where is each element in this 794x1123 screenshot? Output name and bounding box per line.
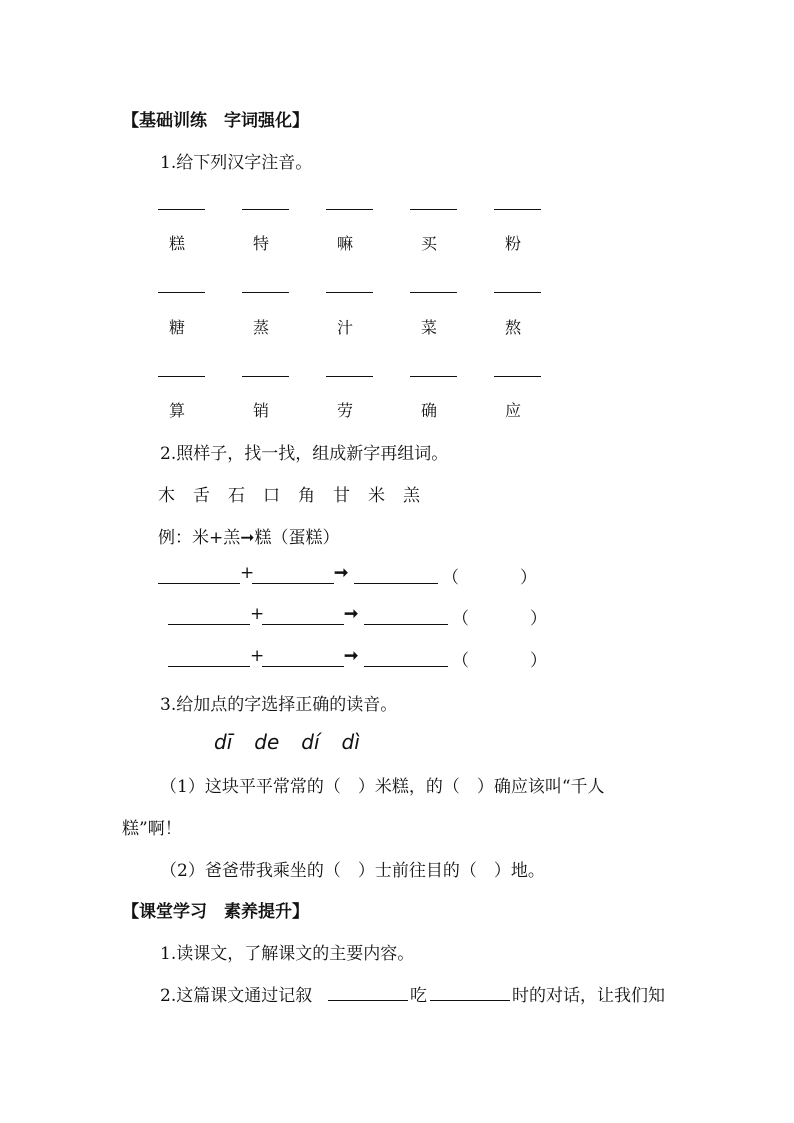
hanzi-char: 粉	[504, 234, 521, 253]
answer-line[interactable]	[168, 666, 250, 667]
example-line: 例：米+羔➞糕（蛋糕）	[158, 528, 340, 548]
answer-line[interactable]	[326, 209, 373, 210]
answer-line[interactable]	[326, 292, 373, 293]
answer-line[interactable]	[262, 666, 344, 667]
hanzi-char: 菜	[420, 318, 437, 337]
answer-line[interactable]	[494, 292, 541, 293]
answer-line[interactable]	[410, 209, 457, 210]
answer-line[interactable]	[158, 209, 205, 210]
answer-line[interactable]	[410, 292, 457, 293]
part-char: 舌	[193, 486, 210, 506]
question-2-prompt: 2.照样子，找一找，组成新字再组词。	[160, 444, 449, 464]
character-parts	[158, 481, 438, 506]
plus-sign: +	[250, 604, 265, 624]
part-char: 甘	[333, 486, 350, 506]
hanzi-char: 买	[420, 234, 437, 253]
answer-line[interactable]	[158, 376, 205, 377]
q2-text-part-1: 2.这篇课文通过记叙	[160, 986, 313, 1006]
answer-line[interactable]	[494, 209, 541, 210]
section-title-basic: 【基础训练 字词强化】	[122, 111, 309, 131]
question-1-prompt: 1.给下列汉字注音。	[160, 153, 313, 173]
pinyin-option: dí	[301, 730, 320, 754]
answer-line[interactable]	[494, 376, 541, 377]
pinyin-option: dì	[341, 730, 360, 754]
part-char: 角	[298, 486, 315, 506]
q3-item-1-line-1: （1）这块平平常常的（ ）米糕，的（ ）确应该叫“千人	[160, 777, 605, 797]
answer-line[interactable]	[326, 376, 373, 377]
part-char: 口	[263, 486, 280, 506]
question-3-prompt: 3.给加点的字选择正确的读音。	[160, 695, 398, 715]
part-char: 羔	[403, 486, 420, 506]
hanzi-char: 确	[420, 401, 437, 420]
paren-close: ）	[530, 609, 547, 629]
hanzi-char: 销	[252, 401, 269, 420]
answer-line[interactable]	[158, 583, 240, 584]
section2-question-1: 1.读课文，了解课文的主要内容。	[160, 944, 415, 964]
answer-line[interactable]	[168, 624, 250, 625]
plus-sign: +	[250, 646, 265, 666]
answer-line[interactable]	[354, 583, 438, 584]
paren-open: （	[452, 651, 469, 671]
hanzi-char: 算	[168, 401, 185, 420]
answer-line[interactable]	[262, 624, 344, 625]
hanzi-char: 嘛	[336, 234, 353, 253]
arrow-icon: ➞	[334, 563, 349, 583]
answer-line[interactable]	[328, 1000, 408, 1001]
pinyin-option: dī	[214, 730, 233, 754]
paren-close: ）	[530, 651, 547, 671]
answer-line[interactable]	[242, 376, 289, 377]
q2-text-part-2: 吃	[410, 986, 427, 1006]
answer-line[interactable]	[410, 376, 457, 377]
answer-line[interactable]	[242, 292, 289, 293]
answer-line[interactable]	[242, 209, 289, 210]
answer-line[interactable]	[364, 666, 448, 667]
q2-text-part-3: 时的对话，让我们知	[512, 986, 665, 1006]
paren-open: （	[452, 609, 469, 629]
answer-line[interactable]	[158, 292, 205, 293]
arrow-icon: ➞	[344, 604, 359, 624]
hanzi-char: 蒸	[252, 318, 269, 337]
q3-item-2: （2）爸爸带我乘坐的（ ）士前往目的（ ）地。	[160, 861, 545, 881]
arrow-icon: ➞	[344, 646, 359, 666]
part-char: 米	[368, 486, 385, 506]
paren-open: （	[442, 568, 459, 588]
hanzi-char: 糕	[168, 234, 185, 253]
answer-line[interactable]	[252, 583, 334, 584]
answer-line[interactable]	[430, 1000, 510, 1001]
hanzi-char: 糖	[168, 318, 185, 337]
pinyin-option: de	[254, 730, 280, 754]
hanzi-char: 特	[252, 234, 269, 253]
hanzi-char: 熬	[504, 318, 521, 337]
hanzi-char: 劳	[336, 401, 353, 420]
part-char: 木	[158, 486, 175, 506]
section-title-classroom: 【课堂学习 素养提升】	[122, 902, 309, 922]
plus-sign: +	[240, 563, 255, 583]
paren-close: ）	[520, 568, 537, 588]
pinyin-options	[214, 730, 382, 754]
part-char: 石	[228, 486, 245, 506]
hanzi-char: 应	[504, 401, 521, 420]
hanzi-char: 汁	[336, 318, 353, 337]
answer-line[interactable]	[364, 624, 448, 625]
q3-item-1-line-2: 糕”啊！	[122, 819, 182, 839]
